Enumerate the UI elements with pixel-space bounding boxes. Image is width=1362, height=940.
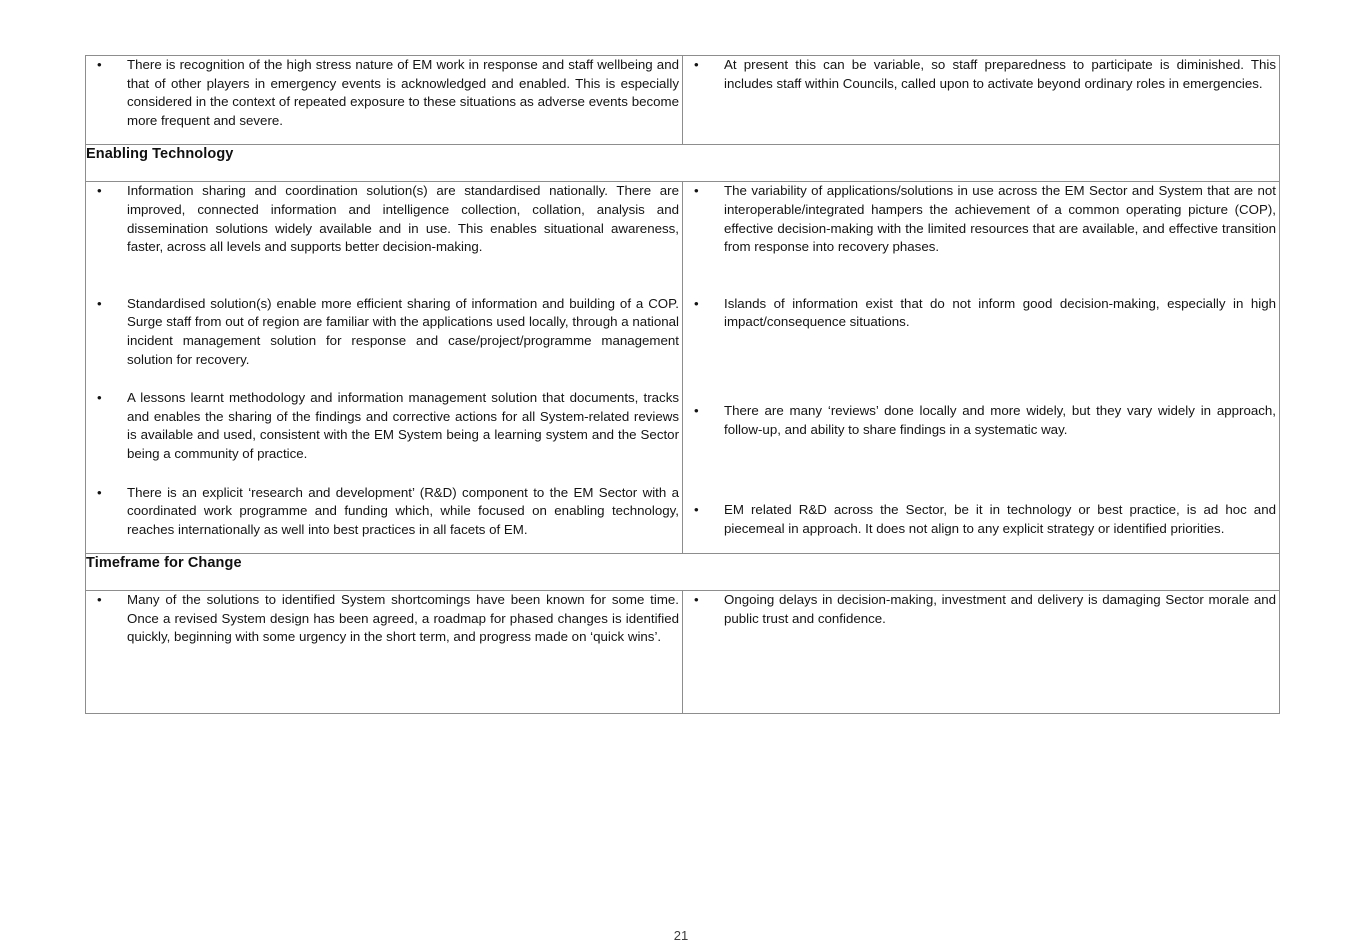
cell-spacer [86, 369, 682, 389]
bullet-icon: • [694, 592, 699, 608]
bullet-list [683, 56, 1279, 93]
table-section-header-row [86, 554, 1280, 591]
bullet-icon: • [694, 502, 699, 518]
table-section-header-row [86, 145, 1280, 182]
list-item [86, 182, 682, 256]
bullet-list [86, 56, 682, 130]
cell-spacer [86, 695, 682, 713]
bullet-icon: • [694, 183, 699, 199]
bullet-list [86, 182, 682, 256]
bullet-list [86, 389, 682, 463]
bullet-icon: • [97, 390, 102, 406]
list-item [86, 295, 682, 369]
list-item-text: At present this can be variable, so staff preparedness to participate is diminished. This includes staff within Councils, called upon to activate beyond ordinary roles in emergencies. [724, 57, 1276, 91]
bullet-list [683, 591, 1279, 628]
cell-spacer [683, 332, 1279, 402]
list-item-text: The variability of applications/solutions in use across the EM Sector and System that are not interoperable/integrated hampers the achievement of a common operating picture (COP), effective decision-making with the limited resources that are available, and effective transition from response into recovery phases. [724, 183, 1276, 255]
cell-spacer [86, 464, 682, 484]
cell-spacer [86, 647, 682, 695]
list-item-text: A lessons learnt methodology and information management solution that documents, tracks and enables the sharing of the findings and corrective actions for all System-related reviews is available and used, consistent with the EM System being a learning system and the Sector being a community of practice. [127, 390, 679, 461]
bullet-icon: • [694, 57, 699, 72]
bullet-list [683, 182, 1279, 256]
list-item-text: Standardised solution(s) enable more efficient sharing of information and building of a COP. Surge staff from out of region are familiar with the applications used locally, through a national incident management solution for response and case/project/programme management solution for recovery. [127, 295, 679, 367]
bullet-icon: • [97, 592, 102, 608]
bullet-list [86, 591, 682, 647]
section-header-title: Timeframe for Change [86, 555, 242, 572]
list-item [86, 591, 682, 647]
bullet-icon: • [97, 183, 102, 199]
bullet-list [86, 484, 682, 540]
section-header-enabling-technology [86, 145, 1280, 182]
bullet-icon: • [97, 295, 102, 311]
list-item-text: There is an explicit ‘research and development’ (R&D) component to the EM Sector with a coordinated work programme and funding which, while focused on enabling technology, reaches internationally as well into best practices in all facets of EM. [127, 484, 679, 537]
bullet-list [683, 295, 1279, 332]
table-row [86, 56, 1280, 145]
list-item-text: There is recognition of the high stress nature of EM work in response and staff wellbeing and that of other players in emergency events is acknowledged and enabled. This is especially considered in the context of repeated exposure to these situations as adverse events become more frequent and severe. [127, 57, 679, 128]
list-item-text: Islands of information exist that do not inform good decision-making, especially in high impact/consequence situations. [724, 295, 1276, 330]
bullet-icon: • [97, 57, 102, 72]
page-number: 21 [673, 928, 689, 940]
comparison-table [85, 55, 1280, 714]
list-item [683, 56, 1279, 93]
table-cell-right [683, 591, 1280, 714]
table-cell-left [86, 591, 683, 714]
table-row [86, 591, 1280, 714]
list-item [683, 402, 1279, 439]
section-header-title: Enabling Technology [86, 146, 234, 163]
bullet-icon: • [97, 484, 102, 500]
cell-spacer [86, 539, 682, 553]
list-item-text: Information sharing and coordination solution(s) are standardised nationally. There are improved, connected information and intelligence collection, collation, analysis and dissemination solutions widely available and in use. This enables situational awareness, faster, across all levels and supports better decision-making. [127, 183, 679, 255]
list-item [683, 295, 1279, 332]
bullet-list [683, 501, 1279, 538]
cell-spacer [86, 130, 682, 144]
cell-spacer [683, 439, 1279, 501]
list-item [86, 484, 682, 540]
table-cell-left [86, 182, 683, 554]
cell-spacer [683, 257, 1279, 295]
list-item [683, 591, 1279, 628]
list-item-text: EM related R&D across the Sector, be it in technology or best practice, is ad hoc and piecemeal in approach. It does not align to any explicit strategy or identified priorities. [724, 502, 1276, 536]
list-item-text: Many of the solutions to identified System shortcomings have been known for some time. Once a revised System design has been agreed, a roadmap for phased changes is identified quickly, beginning with some urgency in the short term, and progress made on ‘quick wins’. [127, 592, 679, 645]
table-cell-right [683, 182, 1280, 554]
cell-spacer [86, 257, 682, 295]
table-cell-left [86, 56, 683, 145]
table-cell-right [683, 56, 1280, 145]
bullet-list [683, 402, 1279, 439]
list-item [683, 182, 1279, 256]
bullet-icon: • [694, 295, 699, 311]
list-item [86, 389, 682, 463]
bullet-list [86, 295, 682, 369]
section-header-timeframe-for-change [86, 554, 1280, 591]
list-item [683, 501, 1279, 538]
list-item-text: Ongoing delays in decision-making, investment and delivery is damaging Sector morale and public trust and confidence. [724, 592, 1276, 626]
list-item [86, 56, 682, 130]
table-row [86, 182, 1280, 554]
bullet-icon: • [694, 402, 699, 418]
list-item-text: There are many ‘reviews’ done locally and more widely, but they vary widely in approach, follow-up, and ability to share findings in a systematic way. [724, 402, 1276, 437]
